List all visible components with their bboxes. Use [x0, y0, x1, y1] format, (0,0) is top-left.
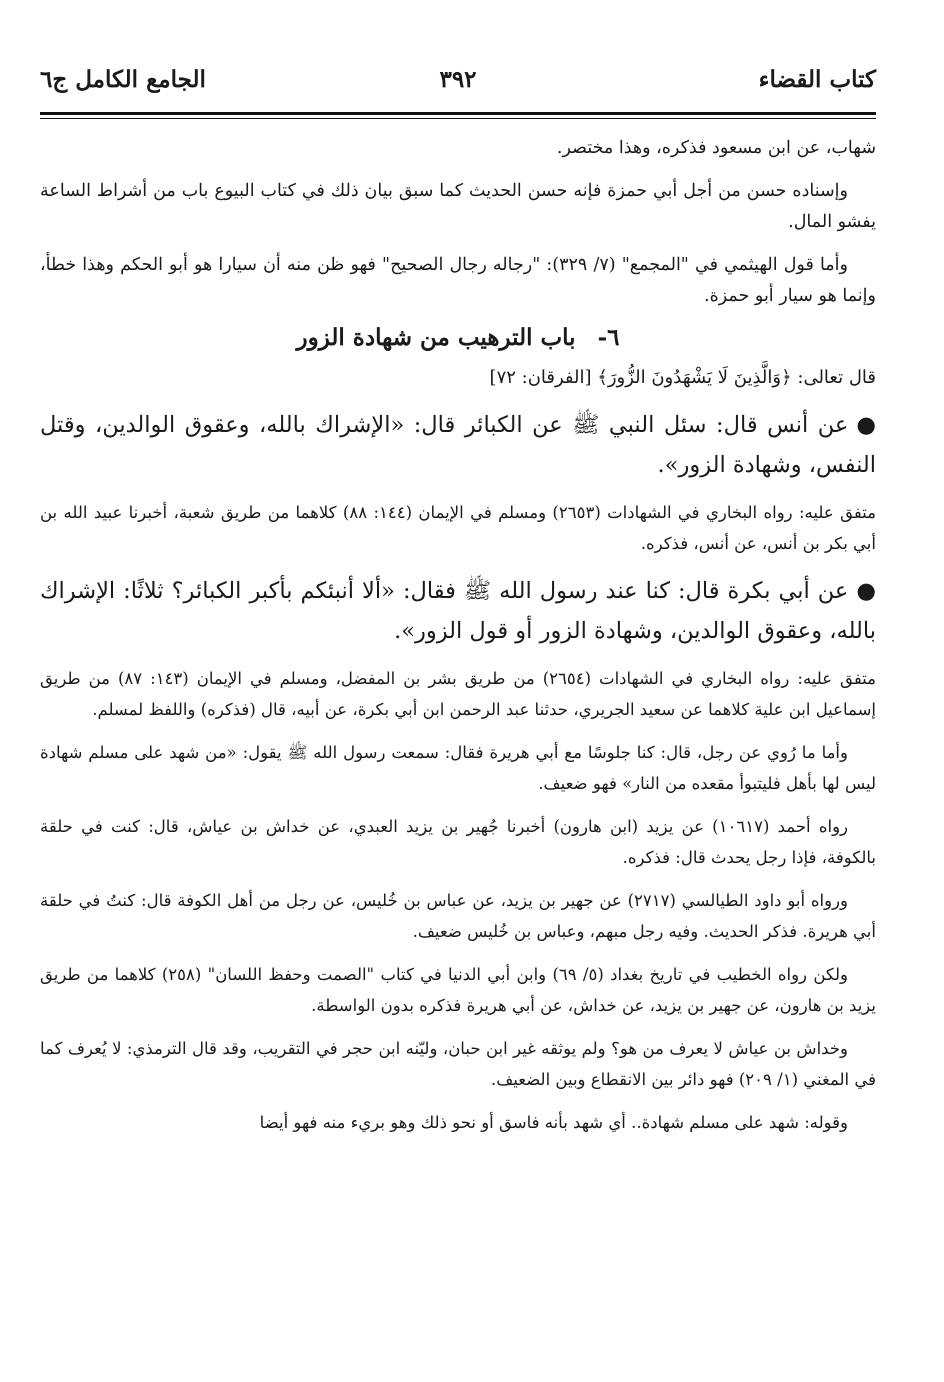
page-number: ٣٩٢: [439, 66, 477, 93]
note-paragraph: وقوله: شهد على مسلم شهادة.. أي شهد بأنه فاسق أو نحو ذلك وهو بريء منه فهو أيضا: [259, 1113, 848, 1132]
note-paragraph: وخداش بن عياش لا يعرف من هو؟ ولم يوثقه غير ابن حبان، وليّنه ابن حجر في التقريب، وقد قال الترمذي: لا يُعرف كما في المغني (١/ ٢٠٩) فهو دائر بين الانقطاع وبين الضعيف.: [40, 1039, 876, 1089]
paragraph: شهاب، عن ابن مسعود فذكره، وهذا مختصر.: [556, 138, 876, 158]
book-title: كتاب القضاء: [758, 66, 876, 93]
document-page: [40, 60, 876, 1150]
hadith-text: [40, 405, 876, 485]
note-paragraph: وأما ما رُوي عن رجل، قال: كنا جلوسًا مع أبي هريرة فقال: سمعت رسول الله ﷺ يقول: «من شهد على مسلم شهادة ليس لها بأهل فليتبوأ مقعده من النار» فهو ضعيف.: [40, 743, 876, 793]
hadith-body: عن أبي بكرة قال: كنا عند رسول الله ﷺ فقال: «ألا أنبئكم بأكبر الكبائر؟ ثلاثًا: الإشراك بالله، وعقوق الوالدين، وشهادة الزور أو قول الزور».: [40, 578, 876, 644]
paragraph: وأما قول الهيثمي في "المجمع" (٧/ ٣٢٩): "رجاله رجال الصحيح" فهو ظن منه أن سيارا هو أبو الحكم وهذا خطأ، وإنما هو سيار أبو حمزة.: [40, 255, 876, 306]
running-header: [40, 60, 876, 110]
volume-title: الجامع الكامل ج٦: [40, 66, 206, 93]
page-body: [40, 133, 876, 1138]
note-paragraph: رواه أحمد (١٠٦١٧) عن يزيد (ابن هارون) أخبرنا جُهير بن يزيد العبدي، عن خداش بن عياش، قال: كنت في حلقة بالكوفة، فإذا رجل يحدث قال: فذكره.: [40, 817, 876, 867]
bullet-icon: ●: [856, 412, 876, 438]
section-title: باب الترهيب من شهادة الزور: [296, 324, 576, 351]
header-rule-thin: [40, 118, 876, 119]
bullet-icon: ●: [856, 578, 876, 604]
hadith-body: عن أنس قال: سئل النبي ﷺ عن الكبائر قال: «الإشراك بالله، وعقوق الوالدين، وقتل النفس، وشهادة الزور».: [40, 412, 876, 478]
paragraph: وإسناده حسن من أجل أبي حمزة فإنه حسن الحديث كما سبق بيان ذلك في كتاب البيوع باب من أشراط الساعة يفشو المال.: [40, 181, 876, 232]
header-rule-thick: [40, 112, 876, 115]
section-number: ٦-: [597, 324, 620, 351]
quran-verse: قال تعالى: ﴿وَالَّذِينَ لَا يَشْهَدُونَ الزُّورَ﴾ [الفرقان: ٧٢]: [489, 367, 876, 388]
takhrij-note: متفق عليه: رواه البخاري في الشهادات (٢٦٥٤) من طريق بشر بن المفضل، ومسلم في الإيمان (١٤٣: ٨٧) من طريق إسماعيل ابن علية كلاهما عن سعيد الجريري، حدثنا عبد الرحمن ابن أبي بكرة، عن أبيه، قال (فذكره) واللفظ لمسلم.: [40, 669, 876, 719]
hadith-text: [40, 571, 876, 651]
note-paragraph: ورواه أبو داود الطيالسي (٢٧١٧) عن جهير بن يزيد، عن عباس بن خُليس، عن رجل من أهل الكوفة قال: كنتُ في حلقة أبي هريرة. فذكر الحديث. وفيه رجل مبهم، وعباس بن خُليس ضعيف.: [40, 891, 876, 941]
section-heading: [40, 324, 876, 351]
takhrij-note: متفق عليه: رواه البخاري في الشهادات (٢٦٥٣) ومسلم في الإيمان (١٤٤: ٨٨) كلاهما من طريق شعبة، أخبرنا عبيد الله بن أبي بكر بن أنس، عن أنس، فذكره.: [40, 503, 876, 553]
note-paragraph: ولكن رواه الخطيب في تاريخ بغداد (٥/ ٦٩) وابن أبي الدنيا في كتاب "الصمت وحفظ اللسان" (٢٥٨) كلاهما من طريق يزيد بن هارون، عن جهير بن يزيد، عن خداش، عن أبي هريرة فذكره بدون الواسطة.: [40, 965, 876, 1015]
